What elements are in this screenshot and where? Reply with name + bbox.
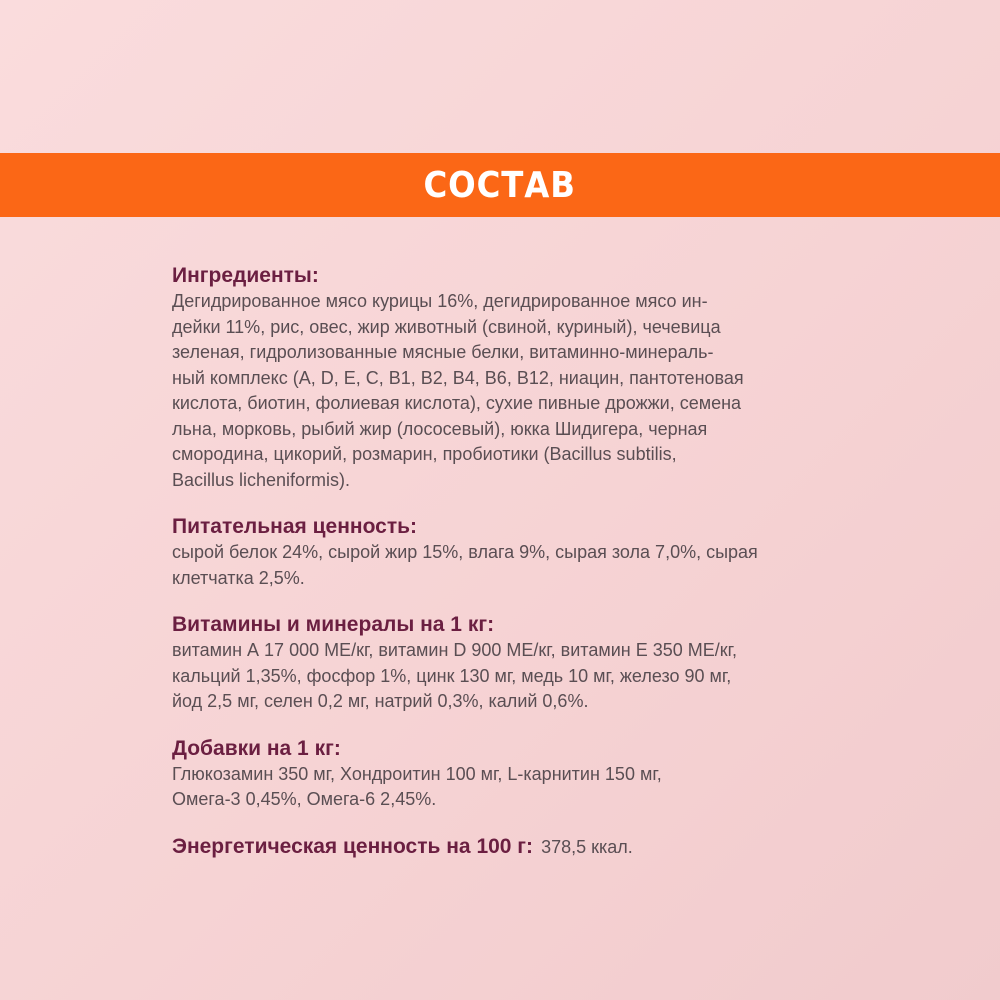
ingredients-section <box>172 262 832 493</box>
composition-content <box>172 262 832 860</box>
ingredients-heading: Ингредиенты: <box>172 264 319 287</box>
nutrition-heading: Питательная ценность: <box>172 515 418 538</box>
text-line: льна, морковь, рыбий жир (лососевый), юкка Шидигера, черная <box>172 418 708 439</box>
text-line: витамин А 17 000 МЕ/кг, витамин D 900 МЕ/кг, витамин Е 350 МЕ/кг, <box>172 640 737 660</box>
text-line: кальций 1,35%, фосфор 1%, цинк 130 мг, медь 10 мг, железо 90 мг, <box>172 665 732 686</box>
additives-heading: Добавки на 1 кг: <box>172 736 341 760</box>
text-line: Глюкозамин 350 мг, Хондроитин 100 мг, L-карнитин 150 мг, <box>172 763 662 784</box>
text-line: сырой белок 24%, сырой жир 15%, влага 9%, сырая зола 7,0%, сырая <box>172 542 758 562</box>
vitamins-heading: Витамины и минералы на 1 кг: <box>172 613 495 636</box>
vitamins-text <box>172 638 832 715</box>
vitamins-section <box>172 611 832 715</box>
additives-section <box>172 735 832 813</box>
text-line: ный комплекс (А, D, E, C, B1, B2, B4, B6, B12, ниацин, пантотеновая <box>172 367 744 388</box>
text-line: клетчатка 2,5%. <box>172 567 305 588</box>
nutrition-section <box>172 513 832 591</box>
text-line: кислота, биотин, фолиевая кислота), сухие пивные дрожжи, семена <box>172 393 742 413</box>
title-banner <box>0 153 1000 217</box>
text-line: Bacillus licheniformis). <box>172 469 351 490</box>
nutrition-text <box>172 540 832 591</box>
ingredients-text <box>172 289 832 493</box>
text-line: дейки 11%, рис, овес, жир животный (свиной, куриный), чечевица <box>172 316 721 337</box>
energy-value: 378,5 ккал. <box>541 836 633 857</box>
text-line: Дегидрированное мясо курицы 16%, дегидрированное мясо ин- <box>172 291 708 311</box>
energy-label: Энергетическая ценность на 100 г: <box>172 834 534 858</box>
text-line: Омега-3 0,45%, Омега-6 2,45%. <box>172 789 437 809</box>
page-title: СОСТАВ <box>423 164 577 206</box>
text-line: зеленая, гидролизованные мясные белки, витаминно-минераль- <box>172 342 714 362</box>
text-line: смородина, цикорий, розмарин, пробиотики (Bacillus subtilis, <box>172 444 677 464</box>
energy-line <box>172 833 832 861</box>
text-line: йод 2,5 мг, селен 0,2 мг, натрий 0,3%, калий 0,6%. <box>172 691 589 711</box>
additives-text <box>172 762 832 813</box>
